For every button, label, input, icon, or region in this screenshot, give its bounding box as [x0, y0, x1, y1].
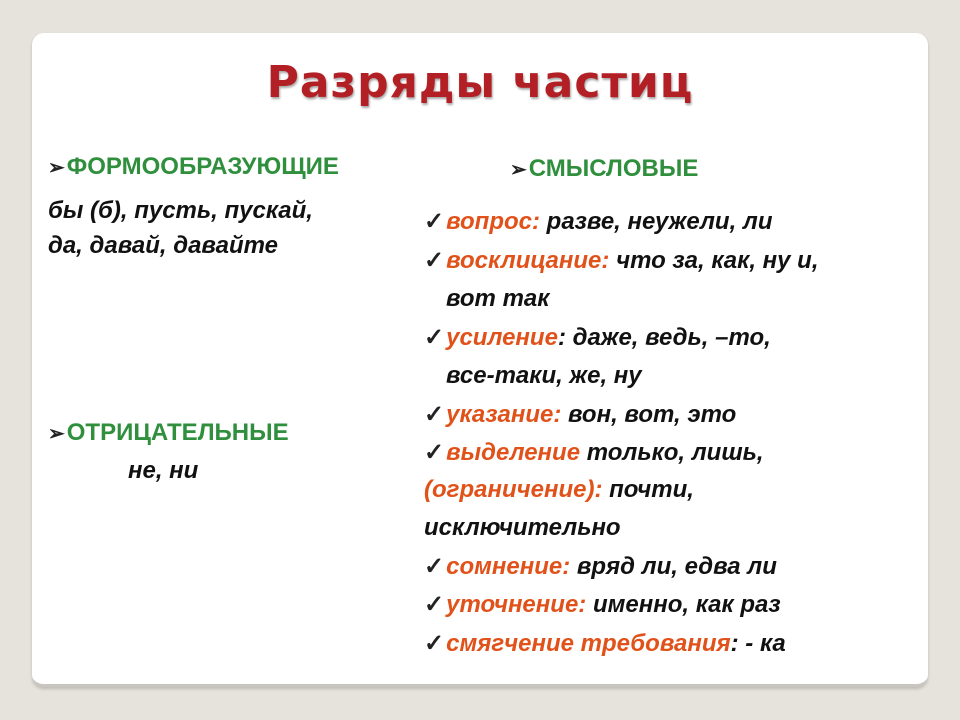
item-text: только, лишь, — [580, 439, 764, 466]
item-text: вряд ли, едва ли — [570, 553, 777, 580]
item-limitation-cont: исключительно — [424, 514, 621, 541]
item-term: восклицание — [446, 247, 602, 274]
arrow-bullet-icon: ➢ — [48, 157, 65, 179]
check-icon: ✓ — [424, 439, 445, 466]
heading-formative-label: ФОРМООБРАЗУЮЩИЕ — [66, 153, 339, 180]
item-sep: : — [601, 247, 610, 274]
item-emphasis — [424, 438, 764, 467]
item-sep: : — [532, 208, 540, 235]
item-intensify-cont: все-таки, же, ну — [446, 362, 642, 389]
item-term: указание: — [446, 401, 562, 428]
item-doubt — [424, 552, 777, 581]
heading-semantic — [510, 155, 698, 183]
arrow-bullet-icon: ➢ — [510, 159, 527, 181]
formative-line-1: бы (б), пусть, пускай, — [48, 197, 313, 224]
item-term: усиление — [446, 324, 558, 351]
item-text: вон, вот, это — [561, 401, 737, 428]
slide-title: Разряды частиц — [266, 57, 694, 108]
check-icon: ✓ — [424, 553, 445, 580]
heading-formative — [48, 153, 339, 181]
item-term: вопрос — [446, 208, 532, 235]
item-intensify — [424, 323, 771, 352]
arrow-bullet-icon: ➢ — [48, 423, 65, 445]
check-icon: ✓ — [424, 591, 445, 618]
item-sep: : — [557, 324, 566, 351]
item-pointing — [424, 400, 736, 429]
item-text: именно, как раз — [586, 591, 781, 618]
negative-line: не, ни — [128, 457, 199, 484]
item-exclamation-cont: вот так — [446, 285, 550, 312]
item-term: выделение — [446, 439, 581, 466]
item-text: что за, как, ну и, — [609, 247, 819, 274]
slide — [32, 33, 928, 687]
item-exclamation — [424, 246, 819, 275]
item-term: уточнение: — [446, 591, 587, 618]
check-icon: ✓ — [424, 401, 445, 428]
item-term: (ограничение): — [424, 476, 603, 503]
heading-negative — [48, 419, 289, 447]
heading-negative-label: ОТРИЦАТЕЛЬНЫЕ — [66, 419, 289, 446]
check-icon: ✓ — [424, 630, 445, 657]
item-clarify — [424, 590, 781, 619]
item-text: - ка — [738, 630, 786, 657]
item-text: почти, — [602, 476, 694, 503]
item-limitation — [424, 476, 694, 504]
item-text: разве, неужели, ли — [540, 208, 773, 235]
check-icon: ✓ — [424, 247, 445, 274]
item-sep: : — [730, 630, 739, 657]
item-softening — [424, 629, 786, 658]
check-icon: ✓ — [424, 324, 445, 351]
item-term: смягчение требования — [446, 630, 731, 657]
item-term: сомнение: — [446, 553, 571, 580]
item-question — [424, 207, 773, 236]
heading-semantic-label: СМЫСЛОВЫЕ — [528, 155, 699, 182]
check-icon: ✓ — [424, 208, 445, 235]
formative-line-2: да, давай, давайте — [48, 232, 278, 259]
item-text: даже, ведь, –то, — [565, 324, 771, 351]
